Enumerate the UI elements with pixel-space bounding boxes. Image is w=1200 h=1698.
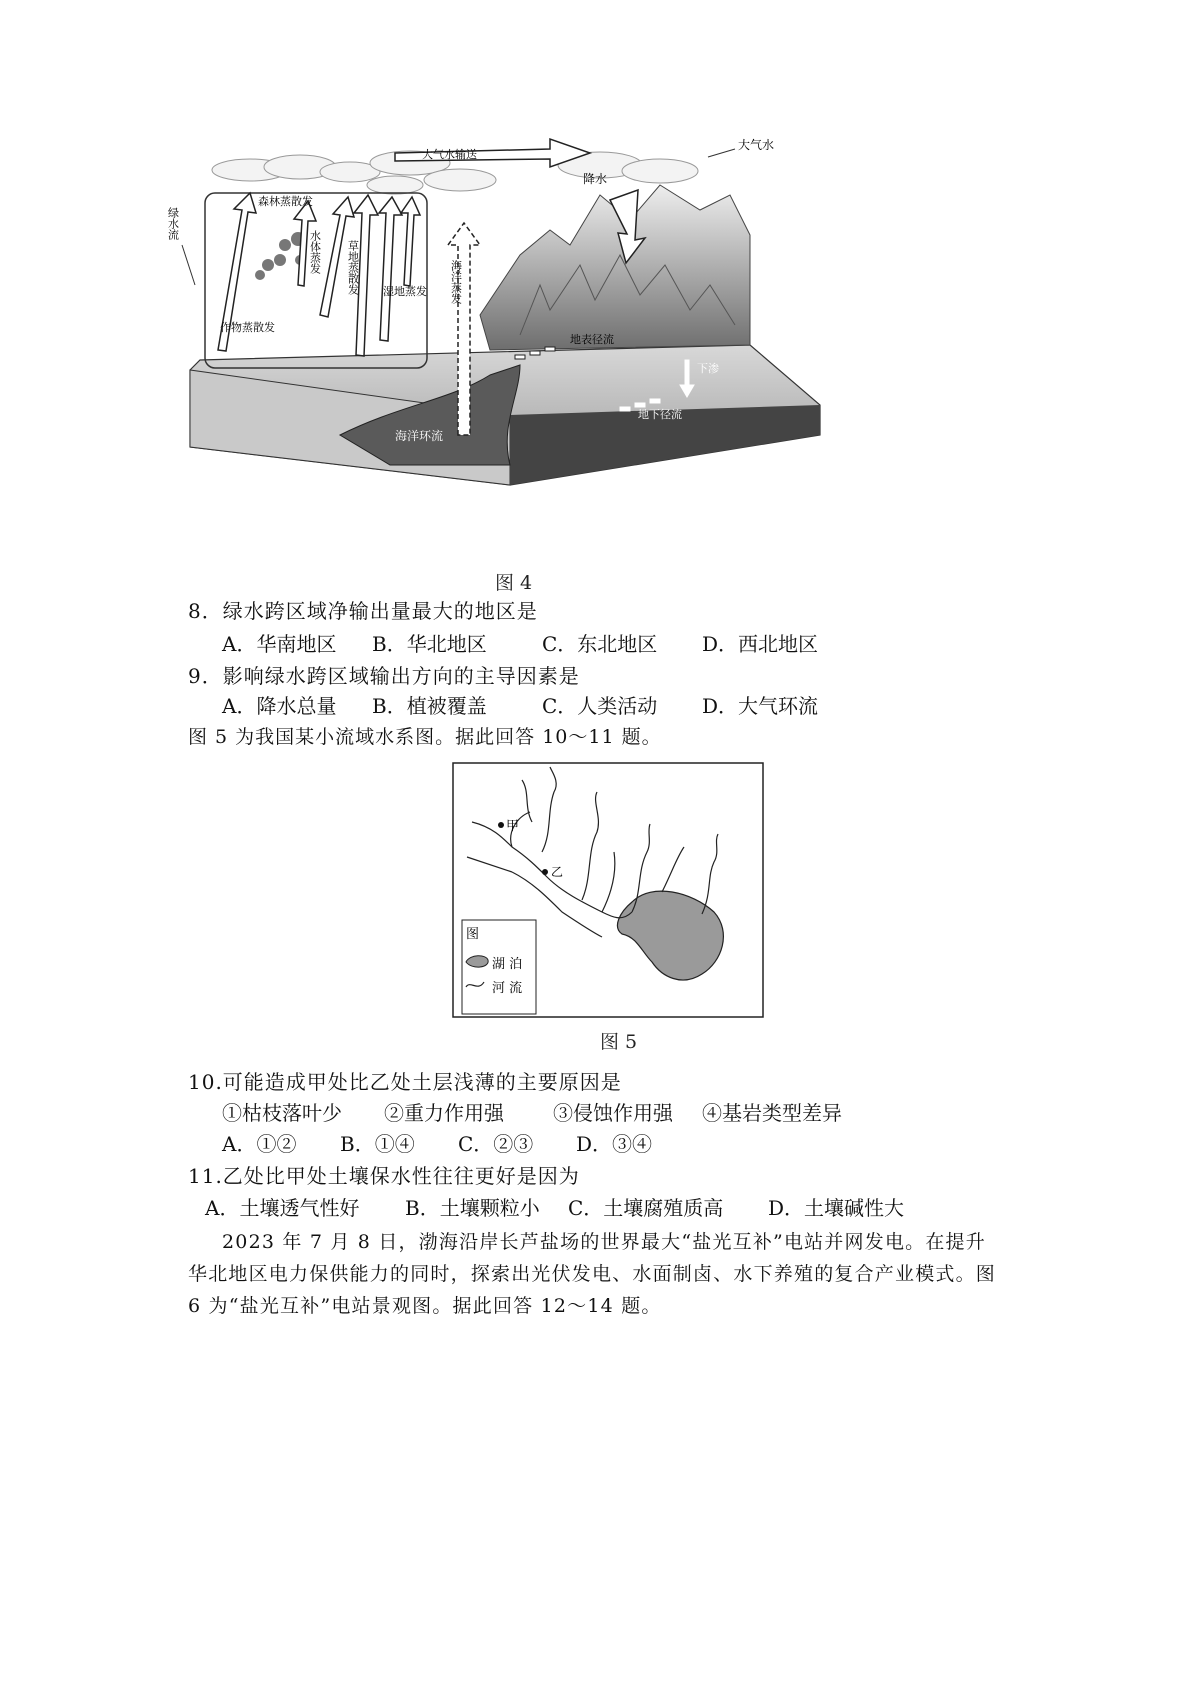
label-groundwater-runoff: 地下径流 — [638, 408, 682, 421]
label-sea-circulation: 海洋环流 — [395, 429, 444, 443]
q11-option-c: C．土壤腐殖质高 — [568, 1196, 724, 1220]
q9-option-a: A．降水总量 — [222, 694, 337, 718]
point-jia-label: 甲 — [506, 819, 520, 834]
point-yi-label: 乙 — [551, 865, 564, 879]
q10-choice-1: ①枯枝落叶少 — [222, 1101, 342, 1125]
label-forest-evap: 森林蒸散发 — [258, 195, 313, 208]
legend-title: 图 — [466, 927, 480, 942]
label-atmos-water: 大气水 — [738, 138, 775, 152]
q10-choice-3: ③侵蚀作用强 — [553, 1101, 673, 1125]
label-atmos-transport: 大气水输送 — [422, 148, 477, 161]
figure-4-water-cycle-diagram — [166, 135, 820, 560]
q8-stem: 8．绿水跨区域净输出量最大的地区是 — [188, 599, 538, 623]
passage-line-1: 2023 年 7 月 8 日，渤海沿岸长芦盐场的世界最大“盐光互补”电站并网发电。在提升 — [222, 1231, 986, 1253]
figure-5-caption: 图 5 — [600, 1031, 638, 1053]
q11-stem: 11.乙处比甲处土壤保水性往往更好是因为 — [188, 1164, 580, 1188]
q11-option-b: B．土壤颗粒小 — [405, 1196, 540, 1220]
label-water-body-evap: 水体蒸发 — [308, 230, 322, 274]
label-infiltration: 下渗 — [697, 362, 719, 375]
q10-choice-2: ②重力作用强 — [384, 1101, 504, 1125]
q9-option-c: C．人类活动 — [542, 694, 658, 718]
q11-option-d: D．土壤碱性大 — [768, 1196, 905, 1220]
q8-option-d: D．西北地区 — [702, 632, 819, 656]
label-green-flow: 绿水流 — [166, 207, 180, 240]
label-wetland-evap: 湿地蒸发 — [383, 285, 427, 298]
label-precipitation: 降水 — [583, 172, 608, 186]
q8-option-c: C．东北地区 — [542, 632, 658, 656]
q10-stem: 10.可能造成甲处比乙处土层浅薄的主要原因是 — [188, 1070, 622, 1094]
intro-figure-5: 图 5 为我国某小流域水系图。据此回答 10～11 题。 — [188, 726, 662, 748]
figure-5-watershed-map — [452, 762, 764, 1018]
passage-line-3: 6 为“盐光互补”电站景观图。据此回答 12～14 题。 — [188, 1295, 662, 1317]
label-sea-evap: 海洋蒸发 — [449, 260, 463, 304]
q10-option-b: B．①④ — [340, 1132, 415, 1156]
label-crop-evap: 作物蒸散发 — [220, 321, 275, 334]
q10-option-d: D．③④ — [576, 1132, 653, 1156]
q9-stem: 9．影响绿水跨区域输出方向的主导因素是 — [188, 664, 580, 688]
q9-option-b: B．植被覆盖 — [372, 694, 487, 718]
q9-option-d: D．大气环流 — [702, 694, 819, 718]
q8-option-a: A．华南地区 — [222, 632, 337, 656]
legend-lake-label: 湖 泊 — [492, 957, 523, 972]
legend-river-label: 河 流 — [492, 981, 523, 996]
q10-option-c: C．②③ — [458, 1132, 534, 1156]
q11-option-a: A．土壤透气性好 — [205, 1196, 360, 1220]
figure-4-caption: 图 4 — [495, 572, 533, 594]
label-surface-runoff: 地表径流 — [570, 333, 614, 346]
passage-line-2: 华北地区电力保供能力的同时，探索出光伏发电、水面制卤、水下养殖的复合产业模式。图 — [188, 1263, 997, 1285]
q8-option-b: B．华北地区 — [372, 632, 487, 656]
q10-option-a: A．①② — [222, 1132, 297, 1156]
q10-choice-4: ④基岩类型差异 — [702, 1101, 842, 1125]
label-grass-evap: 草地蒸散发 — [346, 240, 360, 295]
